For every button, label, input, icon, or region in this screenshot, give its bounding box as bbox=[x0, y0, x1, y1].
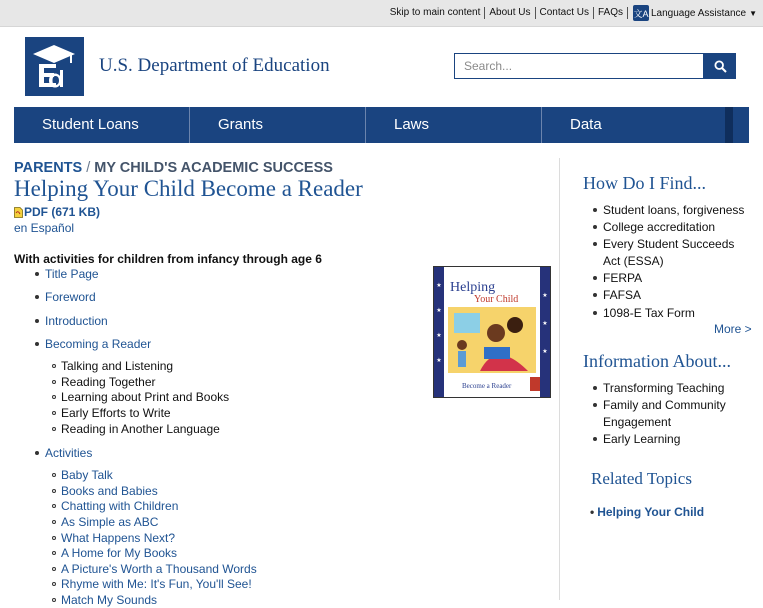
list-item bbox=[603, 202, 753, 219]
related-link-helping-your-child[interactable]: Helping Your Child bbox=[597, 505, 705, 519]
bullet-icon: • bbox=[590, 505, 595, 519]
related-topic-item bbox=[590, 505, 704, 519]
about-us-link[interactable]: About Us bbox=[485, 7, 535, 19]
activity-link-home-for-books[interactable]: A Home for My Books bbox=[61, 546, 178, 561]
svg-text:★: ★ bbox=[436, 333, 442, 339]
search-input[interactable] bbox=[454, 53, 704, 79]
book-cover-illustration bbox=[434, 267, 550, 397]
svg-text:★: ★ bbox=[542, 321, 548, 327]
svg-text:★: ★ bbox=[542, 293, 548, 299]
find-link-accreditation[interactable]: College accreditation bbox=[603, 220, 716, 235]
cover-title-line2: Your Child bbox=[474, 294, 519, 305]
list-item bbox=[603, 270, 753, 287]
cover-subtitle: Become a Reader bbox=[462, 382, 512, 390]
find-link-fafsa[interactable]: FAFSA bbox=[603, 288, 642, 303]
list-item: Reading in Another Language bbox=[61, 422, 257, 438]
toc-item-foreword bbox=[45, 289, 257, 312]
list-item bbox=[61, 499, 257, 515]
ed-logo-icon bbox=[25, 37, 84, 96]
info-link-transforming-teaching[interactable]: Transforming Teaching bbox=[603, 381, 725, 395]
toc-item-introduction bbox=[45, 313, 257, 336]
translate-icon: 文A bbox=[633, 5, 649, 21]
page-title: Helping Your Child Become a Reader bbox=[14, 176, 363, 201]
find-link-ferpa[interactable]: FERPA bbox=[603, 271, 643, 286]
cover-title-line1: Helping bbox=[450, 280, 496, 295]
list-item bbox=[603, 305, 753, 322]
pdf-link-label: PDF (671 KB) bbox=[24, 205, 101, 219]
faqs-link[interactable]: FAQs bbox=[594, 7, 628, 19]
activity-link-abc[interactable]: As Simple as ABC bbox=[61, 514, 159, 529]
pdf-download-link[interactable] bbox=[14, 205, 100, 219]
utility-links bbox=[386, 0, 757, 26]
how-do-i-find-list bbox=[603, 202, 753, 322]
list-item bbox=[603, 397, 753, 430]
find-link-student-loans[interactable]: Student loans, forgiveness bbox=[603, 203, 745, 217]
activities-subtopics bbox=[45, 468, 257, 608]
breadcrumb-parents[interactable]: PARENTS bbox=[14, 160, 83, 176]
toc-link-becoming-a-reader[interactable]: Becoming a Reader bbox=[45, 337, 152, 352]
find-link-essa[interactable]: Every Student Succeeds Act (ESSA) bbox=[603, 237, 735, 268]
toc-item-becoming-a-reader bbox=[45, 336, 257, 437]
list-item bbox=[603, 431, 753, 448]
toc-link-introduction[interactable]: Introduction bbox=[45, 313, 108, 328]
breadcrumb-separator: / bbox=[86, 160, 91, 176]
list-item bbox=[61, 577, 257, 593]
activity-link-baby-talk[interactable]: Baby Talk bbox=[61, 468, 113, 483]
nav-data[interactable]: Data bbox=[542, 107, 733, 143]
nav-student-loans[interactable]: Student Loans bbox=[14, 107, 190, 143]
list-item bbox=[61, 546, 257, 562]
toc-link-title-page[interactable]: Title Page bbox=[45, 267, 99, 281]
activity-link-picture-worth[interactable]: A Picture's Worth a Thousand Words bbox=[61, 561, 257, 576]
book-cover-image bbox=[433, 266, 551, 398]
list-item bbox=[61, 593, 257, 608]
list-item: Reading Together bbox=[61, 375, 257, 391]
list-item bbox=[603, 287, 753, 304]
nav-grants[interactable]: Grants bbox=[190, 107, 366, 143]
activity-link-chatting[interactable]: Chatting with Children bbox=[61, 499, 179, 514]
contact-us-link[interactable]: Contact Us bbox=[536, 7, 594, 19]
breadcrumb bbox=[14, 160, 333, 176]
utility-bar bbox=[0, 0, 763, 27]
activity-link-match-my-sounds[interactable]: Match My Sounds bbox=[61, 592, 158, 607]
list-item bbox=[603, 236, 753, 269]
list-item bbox=[61, 515, 257, 531]
table-of-contents bbox=[45, 266, 257, 608]
list-item bbox=[603, 380, 753, 397]
search-form bbox=[454, 53, 736, 79]
pdf-icon bbox=[14, 207, 23, 218]
list-item bbox=[603, 219, 753, 236]
site-name[interactable]: U.S. Department of Education bbox=[99, 55, 330, 76]
chevron-down-icon: ▼ bbox=[749, 8, 757, 18]
information-about-list bbox=[603, 380, 753, 448]
ed-logo[interactable] bbox=[25, 37, 84, 96]
intro-text: With activities for children from infancy through age 6 bbox=[14, 252, 322, 266]
list-item: Early Efforts to Write bbox=[61, 406, 257, 422]
list-item bbox=[61, 468, 257, 484]
list-item: Talking and Listening bbox=[61, 359, 257, 375]
toc-item-title-page bbox=[45, 266, 257, 289]
search-button[interactable] bbox=[704, 53, 736, 79]
toc-link-activities[interactable]: Activities bbox=[45, 446, 93, 461]
list-item: Learning about Print and Books bbox=[61, 390, 257, 406]
nav-laws[interactable]: Laws bbox=[366, 107, 542, 143]
spanish-version-link[interactable]: en Español bbox=[14, 221, 75, 235]
svg-text:★: ★ bbox=[436, 283, 442, 289]
info-link-early-learning[interactable]: Early Learning bbox=[603, 431, 681, 446]
skip-to-main-link[interactable]: Skip to main content bbox=[386, 7, 486, 19]
information-about-heading: Information About... bbox=[583, 351, 731, 371]
find-link-1098e[interactable]: 1098-E Tax Form bbox=[603, 305, 695, 320]
search-icon bbox=[714, 60, 727, 73]
activity-link-books-and-babies[interactable]: Books and Babies bbox=[61, 483, 158, 498]
breadcrumb-academic-success[interactable]: MY CHILD'S ACADEMIC SUCCESS bbox=[94, 160, 333, 176]
svg-text:★: ★ bbox=[436, 358, 442, 364]
language-assistance-menu[interactable] bbox=[628, 5, 757, 21]
activity-link-rhyme-with-me[interactable]: Rhyme with Me: It's Fun, You'll See! bbox=[61, 577, 252, 592]
info-link-family-community[interactable]: Family and Community Engagement bbox=[603, 398, 726, 429]
list-item bbox=[61, 484, 257, 500]
how-do-i-find-heading: How Do I Find... bbox=[583, 173, 707, 193]
svg-text:★: ★ bbox=[436, 308, 442, 314]
list-item bbox=[61, 531, 257, 547]
list-item bbox=[61, 562, 257, 578]
becoming-subtopics bbox=[45, 359, 257, 437]
main-navigation bbox=[14, 107, 749, 143]
related-topics-heading: Related Topics bbox=[591, 469, 692, 488]
svg-text:★: ★ bbox=[542, 349, 548, 355]
column-divider bbox=[559, 158, 560, 600]
toc-item-activities bbox=[45, 445, 257, 608]
language-assistance-label: Language Assistance bbox=[651, 7, 747, 19]
activity-link-what-happens-next[interactable]: What Happens Next? bbox=[61, 530, 176, 545]
more-link[interactable]: More > bbox=[714, 322, 752, 336]
toc-link-foreword[interactable]: Foreword bbox=[45, 290, 96, 305]
